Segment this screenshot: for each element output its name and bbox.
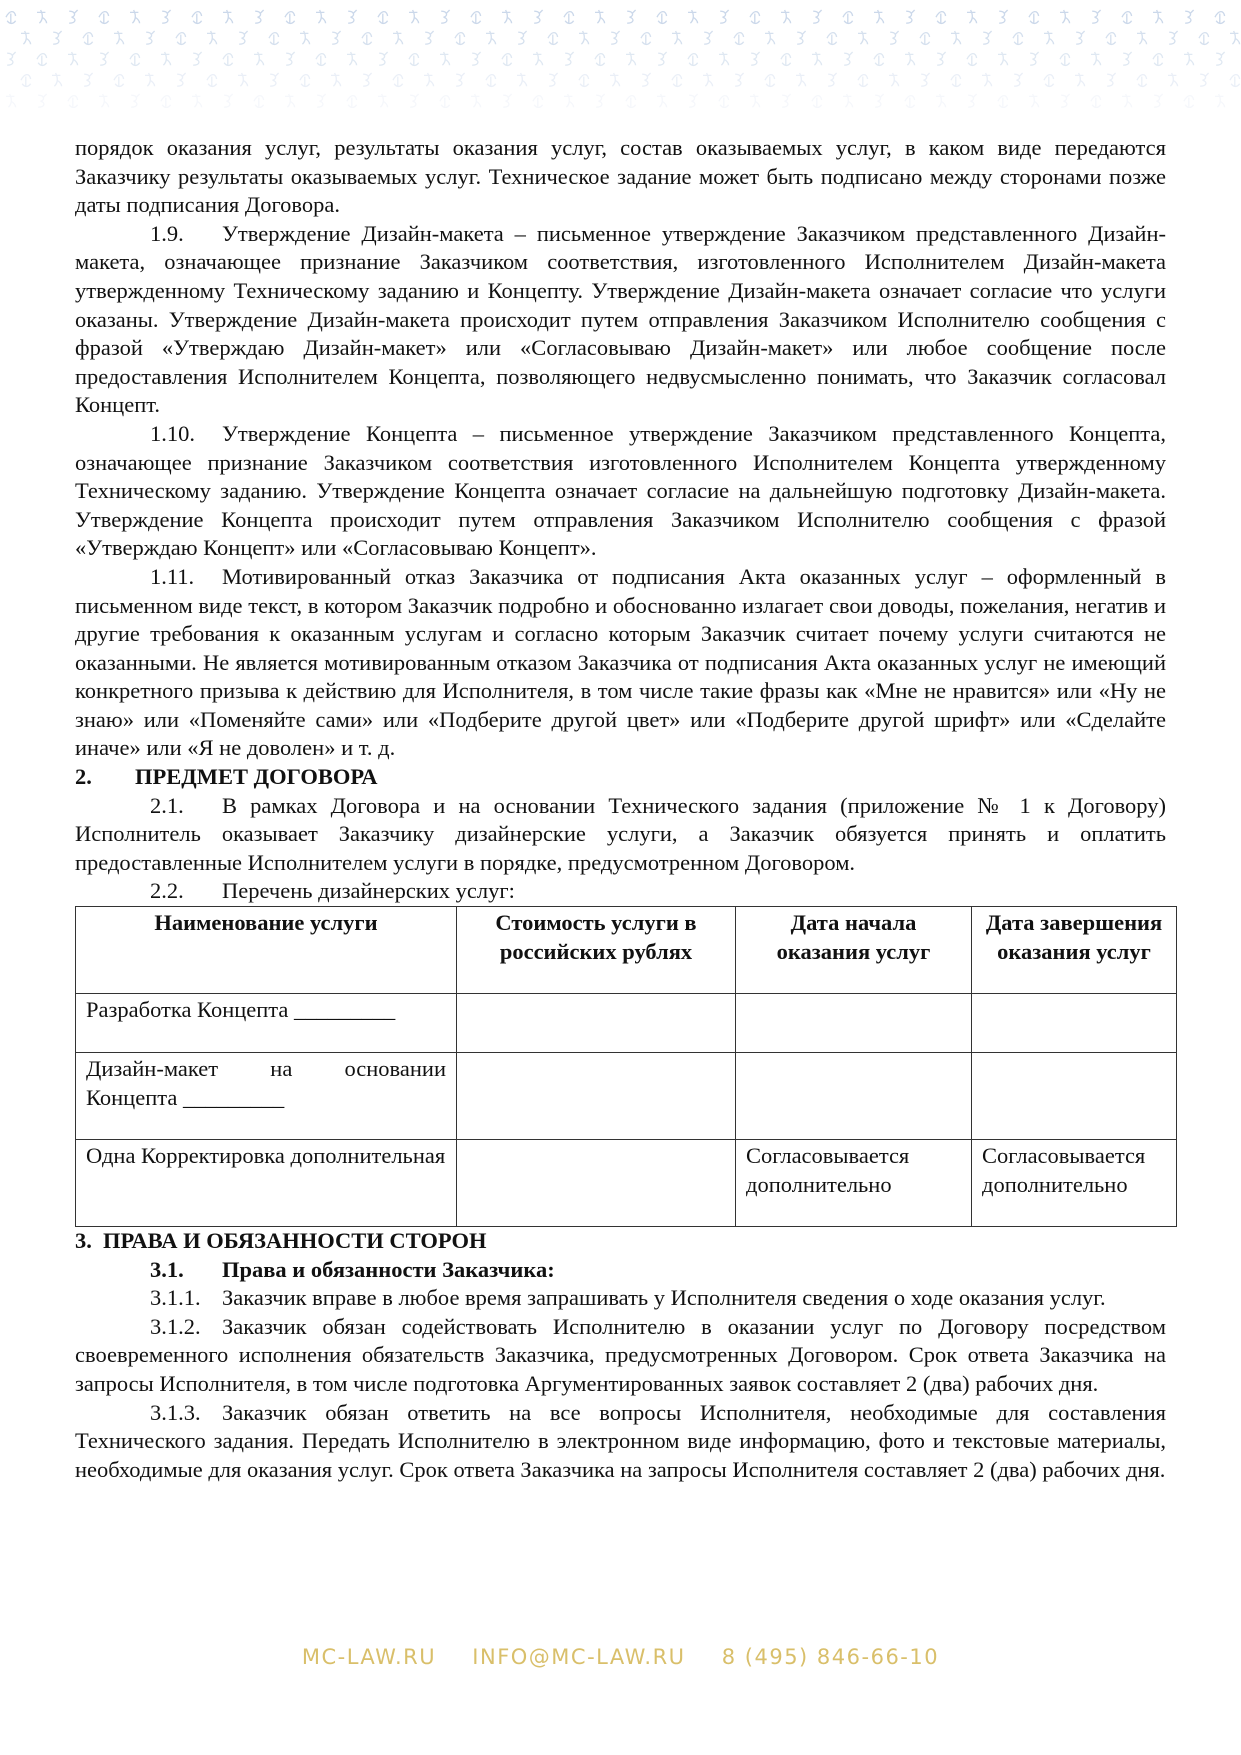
- clause-text: Перечень дизайнерских услуг:: [222, 878, 515, 904]
- clause-number: 3.1.3.: [150, 1399, 201, 1425]
- table-cell: [457, 994, 736, 1053]
- table-cell: [736, 1053, 972, 1140]
- section-heading: ПРАВА И ОБЯЗАННОСТИ СТОРОН: [103, 1228, 487, 1254]
- paragraph-1-8-continuation: порядок оказания услуг, результаты оказания услуг, состав оказываемых услуг, в каком виде передаются Заказчику результаты оказываемых услуг. Техническое задание может быть подписано между сторонами позже даты подписания Договора.: [75, 135, 1166, 218]
- header-start-date: Дата начала оказания услуг: [736, 907, 972, 994]
- paragraph-3-1-3: [75, 1399, 1166, 1485]
- section-heading: ПРЕДМЕТ ДОГОВОРА: [135, 764, 378, 790]
- clause-text: Заказчик обязан содействовать Исполнителю в оказании услуг по Договору посредством своевременного исполнения обязательств Заказчика, предусмотренных Договором. Срок ответа Заказчика на запросы Исполнителя, в том числе подготовка Аргументированных заявок составляет 2 (два) рабочих дня.: [75, 1313, 1166, 1396]
- clause-text: Заказчик вправе в любое время запрашивать у Исполнителя сведения о ходе оказания услуг.: [222, 1285, 1106, 1311]
- clause-number: 3.1.1.: [150, 1285, 201, 1311]
- paragraph-1-11: [75, 563, 1166, 763]
- section-number: 2.: [75, 764, 92, 790]
- clause-text: Мотивированный отказ Заказчика от подписания Акта оказанных услуг – оформленный в письменном виде текст, в котором Заказчик подробно и обоснованно излагает свои доводы, пожелания, негатив и другие требования к оказанным услугам и согласно которым Заказчик считает почему услуги считаются не оказанными. Не является мотивированным отказом Заказчика от подписания Акта оказанных услуг не имеющий конкретного призыва к действию для Исполнителя, в том числе такие фразы как «Мне не нравится» или «Ну не знаю» или «Поменяйте сами» или «Подберите другой цвет» или «Подберите другой шрифт» или «Сделайте иначе» или «Я не доволен» и т. д.: [75, 563, 1166, 761]
- paragraph-1-10: [75, 420, 1166, 563]
- table-cell: Дизайн-макет на основании Концепта _________: [76, 1053, 457, 1140]
- clause-number: 1.10.: [150, 420, 195, 446]
- services-table: [75, 906, 1177, 1227]
- clause-number: 1.9.: [150, 220, 184, 246]
- table-cell: [457, 1140, 736, 1227]
- table-cell: Согласовывается дополнительно: [972, 1140, 1177, 1227]
- table-cell: Согласовывается дополнительно: [736, 1140, 972, 1227]
- section-number: 3.: [75, 1228, 92, 1254]
- table-row: [76, 994, 1177, 1053]
- table-header-row: [76, 907, 1177, 994]
- footer-phone: 8 (495) 846-66-10: [721, 1645, 940, 1669]
- header-service-cost: Стоимость услуги в российских рублях: [457, 907, 736, 994]
- decorative-pattern-icon: [0, 0, 1241, 108]
- paragraph-2-1: [75, 792, 1166, 878]
- paragraph-2-2: [75, 877, 1166, 906]
- paragraph-3-1: [75, 1256, 1166, 1285]
- header-service-name: Наименование услуги: [76, 907, 457, 994]
- header-end-date: Дата завершения оказания услуг: [972, 907, 1177, 994]
- section-2-title: [75, 763, 1166, 792]
- footer-email-link[interactable]: INFO@MC-LAW.RU: [472, 1645, 686, 1669]
- clause-number: 2.2.: [150, 878, 184, 904]
- clause-text: Утверждение Дизайн-макета – письменное утверждение Заказчиком представленного Дизайн-макета, означающее признание Заказчиком соответствия, изготовленного Исполнителем Дизайн-макета утвержденному Техническому заданию и Концепту. Утверждение Дизайн-макета означает согласие что услуги оказаны. Утверждение Дизайн-макета происходит путем отправления Заказчиком Исполнителю сообщения с фразой «Утверждаю Дизайн-макет» или «Согласовываю Дизайн-макет» или любое сообщение после предоставления Исполнителем Концепта, позволяющего недвусмысленно понимать, что Заказчик согласовал Концепт.: [75, 220, 1166, 418]
- clause-number: 2.1.: [150, 792, 184, 818]
- table-cell: [457, 1053, 736, 1140]
- clause-text: В рамках Договора и на основании Технического задания (приложение № 1 к Договору) Исполнитель оказывает Заказчику дизайнерские услуги, а Заказчик обязуется принять и оплатить предоставленные Исполнителем услуги в порядке, предусмотренном Договором.: [75, 792, 1166, 875]
- clause-number: 1.11.: [150, 563, 195, 589]
- table-cell: [736, 994, 972, 1053]
- clause-number: 3.1.2.: [150, 1313, 201, 1339]
- paragraph-3-1-1: [75, 1284, 1166, 1313]
- clause-text: Утверждение Концепта – письменное утверждение Заказчиком представленного Концепта, означающее признание Заказчиком соответствия изготовленного Исполнителем Концепта утвержденному Техническому заданию. Утверждение Концепта означает согласие на дальнейшую подготовку Дизайн-макета. Утверждение Концепта происходит путем отправления Заказчиком Исполнителю сообщения с фразой «Утверждаю Концепт» или «Согласовываю Концепт».: [75, 420, 1166, 561]
- table-row: [76, 1053, 1177, 1140]
- section-3-title: [75, 1227, 1166, 1256]
- table-cell: Одна Корректировка дополнительная: [76, 1140, 457, 1227]
- table-cell: Разработка Концепта _________: [76, 994, 457, 1053]
- clause-text: Права и обязанности Заказчика:: [222, 1256, 555, 1282]
- table-row: [76, 1140, 1177, 1227]
- document-body: [75, 134, 1166, 1484]
- table-cell: [972, 994, 1177, 1053]
- paragraph-3-1-2: [75, 1313, 1166, 1399]
- clause-number: 3.1.: [150, 1256, 184, 1282]
- header-pattern: [0, 0, 1241, 108]
- table-cell: [972, 1053, 1177, 1140]
- footer-site-link[interactable]: MC-LAW.RU: [301, 1645, 437, 1669]
- paragraph-1-9: [75, 220, 1166, 420]
- clause-text: Заказчик обязан ответить на все вопросы Исполнителя, необходимые для составления Технического задания. Передать Исполнителю в электронном виде информацию, фото и текстовые материалы, необходимые для оказания услуг. Срок ответа Заказчика на запросы Исполнителя составляет 2 (два) рабочих дня.: [75, 1399, 1166, 1482]
- footer-contacts: [0, 1645, 1241, 1669]
